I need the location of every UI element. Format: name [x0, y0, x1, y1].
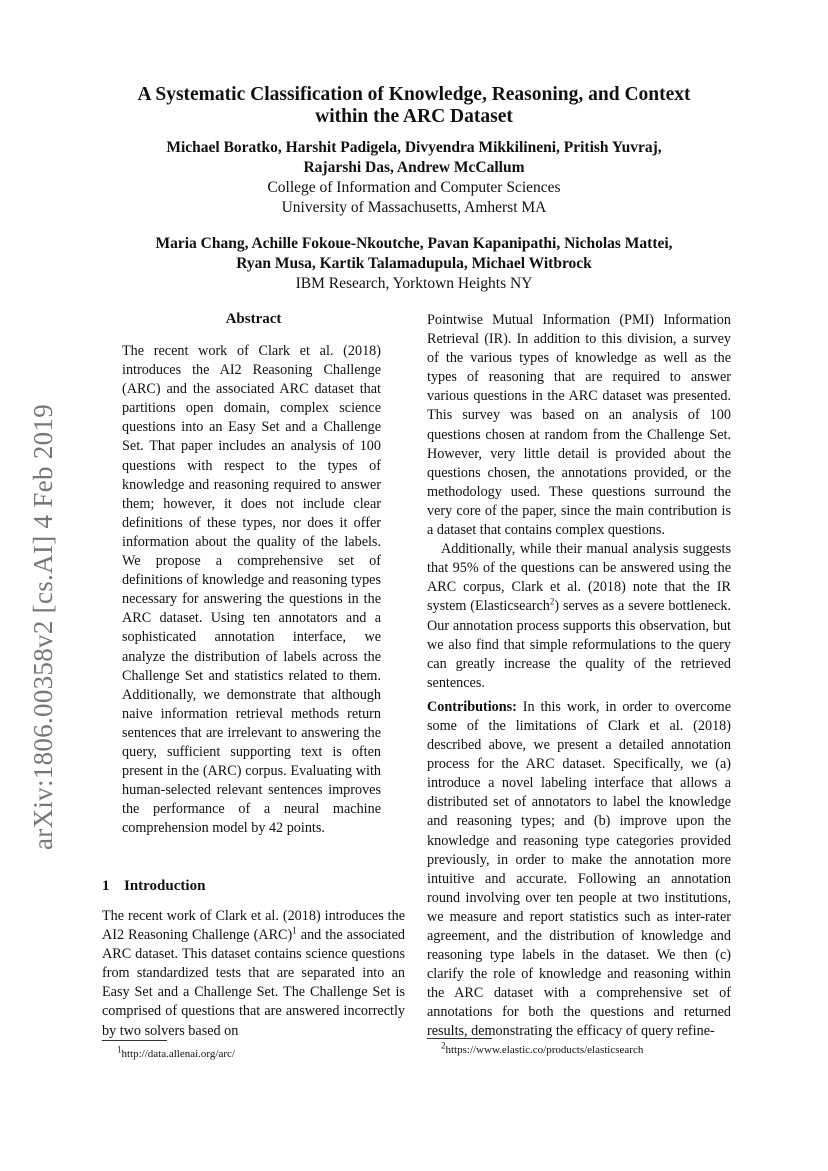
paper-title — [80, 84, 748, 128]
affiliation-line-3: IBM Research, Yorktown Heights NY — [295, 275, 533, 292]
abstract-paragraph: The recent work of Clark et al. (2018) introduces the AI2 Reasoning Challenge (ARC) and the associated ARC dataset that partitions open domain, complex science questions into an Easy Set and a Challenge Set. That paper includes an analysis of 100 questions with respect to the types of knowledge and reasoning required to answer them; however, it does not include clear definitions of these types, nor does it offer information about the quality of the labels. We propose a comprehensive set of definitions of knowledge and reasoning types necessary for answering the questions in the ARC dataset. Using ten annotators and a sophisticated annotation interface, we analyze the distribution of labels across the Challenge Set and statistics related to them. Additionally, we demonstrate that although naive information retrieval methods return sentences that are irrelevant to answering the query, sufficient supporting text is often present in the (ARC) corpus. Evaluating with human-selected relevant sentences improves the performance of a neural machine comprehension model by 42 points. — [122, 343, 381, 837]
section-number: 1 — [102, 878, 110, 894]
footnote-2 — [441, 1040, 644, 1057]
title-line-2: within the ARC Dataset — [315, 106, 513, 127]
footnote-1 — [117, 1044, 235, 1061]
introduction-text — [102, 907, 405, 1041]
footnote-ref-1: 1 — [292, 925, 297, 936]
author-names-line-4: Ryan Musa, Kartik Talamadupula, Michael Witbrock — [236, 255, 592, 272]
section-heading-introduction — [102, 878, 205, 895]
author-names-line-3: Maria Chang, Achille Fokoue-Nkoutche, Pavan Kapanipathi, Nicholas Mattei, — [155, 235, 673, 252]
footnote-2-mark: 2 — [441, 1040, 446, 1051]
title-line-1: A Systematic Classification of Knowledge, Reasoning, and Context — [137, 84, 691, 105]
abstract-text — [122, 342, 381, 838]
contributions-label: Contributions: — [427, 698, 517, 715]
contributions-text: In this work, in order to overcome some of the limitations of Clark et al. (2018) described above, we present a detailed annotation process for the ARC dataset. Specifically, we (a) introduce a novel labeling interface that allows a distributed set of annotators to label the knowledge and reasoning types; and (b) improve upon the knowledge and reasoning type categories provided previously, in order to make the annotation more intuitive and accurate. Following an annotation round involving over ten people at two institutions, we measure and report statistics such as inter-rater agreement, and the distribution of knowledge and reasoning type labels in the dataset. We then (c) clarify the role of knowledge and reasoning within the ARC dataset with a comprehensive set of annotations for both the questions and returned results, demonstrating the efficacy of query refine- — [427, 698, 731, 1040]
affiliation-line-2: University of Massachusetts, Amherst MA — [281, 199, 547, 216]
footnote-1-mark: 1 — [117, 1044, 122, 1055]
footnote-rule-left — [102, 1040, 167, 1041]
abstract-heading: Abstract — [225, 311, 282, 327]
right-p2-text-b: ) serves as a severe bottleneck. Our annotation process supports this observation, but we also find that simple reformulations to the query can greatly increase the quality of the retrieved sentences. — [427, 598, 731, 691]
footnote-2-url: https://www.elastic.co/products/elasticsearch — [445, 1044, 644, 1056]
author-names-line-2: Rajarshi Das, Andrew McCallum — [303, 159, 525, 176]
author-block-ibm — [80, 234, 748, 294]
section-title: Introduction — [124, 878, 206, 894]
author-names-line-1: Michael Boratko, Harshit Padigela, Divyendra Mikkilineni, Pritish Yuvraj, — [166, 139, 662, 156]
right-p2-text-a: Additionally, while their manual analysis suggests that 95% of the questions can be answered using the ARC corpus, Clark et al. (2018) note that the IR system (Elasticsearch — [427, 541, 731, 615]
footnote-ref-2: 2 — [549, 596, 555, 607]
arxiv-watermark: arXiv:1806.00358v2 [cs.AI] 4 Feb 2019 — [28, 403, 58, 850]
right-paragraph-1: Pointwise Mutual Information (PMI) Information Retrieval (IR). In addition to this division, a survey of the various types of knowledge as well as the types of reasoning that are required to answer various questions in the ARC dataset was presented. This survey was based on an analysis of 100 questions chosen at random from the Challenge Set. However, very little detail is provided about the questions chosen, the annotations provided, or the methodology used. These questions surround the very core of the paper, since the main contribution is a dataset that contains complex questions. — [427, 312, 731, 539]
contributions-paragraph — [427, 698, 731, 1042]
intro-text-b: and the associated ARC dataset. This dataset contains science questions from standardized tests that are separated into an Easy Set and a Challenge Set. The Challenge Set is comprised of questions that are answered incorrectly by two solvers based on — [102, 927, 405, 1039]
footnote-rule-right — [427, 1038, 492, 1039]
intro-text-a: The recent work of Clark et al. (2018) introduces the AI2 Reasoning Challenge (ARC) — [102, 908, 405, 944]
right-column-text — [427, 311, 731, 1042]
intro-paragraph — [102, 907, 405, 1041]
affiliation-line-1: College of Information and Computer Sciences — [267, 179, 561, 196]
footnote-1-url: http://data.allenai.org/arc/ — [121, 1048, 235, 1060]
author-block-umass — [80, 138, 748, 218]
right-paragraph-2 — [427, 540, 731, 693]
